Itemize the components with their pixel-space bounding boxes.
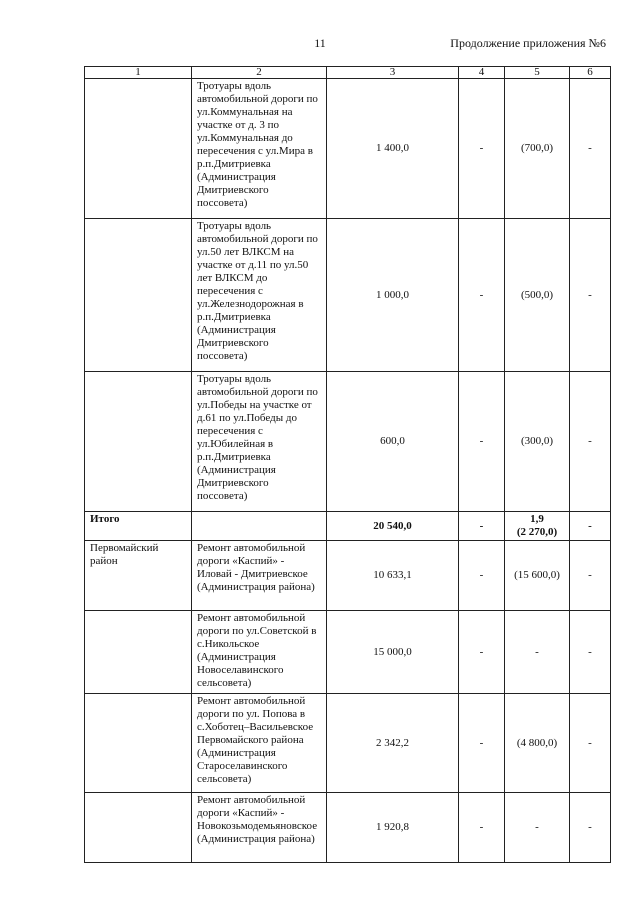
amount-cell: 10 633,1 xyxy=(327,541,459,611)
value-cell: (500,0) xyxy=(505,219,570,372)
value-cell: - xyxy=(505,611,570,694)
budget-table xyxy=(84,66,611,863)
value-cell: - xyxy=(570,694,611,793)
table-row xyxy=(85,541,611,611)
total-value-cell xyxy=(505,512,570,541)
column-header: 6 xyxy=(570,67,611,79)
value-cell: - xyxy=(459,372,505,512)
object-description xyxy=(192,512,327,541)
amount-cell: 1 000,0 xyxy=(327,219,459,372)
value-cell: - xyxy=(570,219,611,372)
value-cell: - xyxy=(570,79,611,219)
amount-cell: 600,0 xyxy=(327,372,459,512)
amount-cell: 15 000,0 xyxy=(327,611,459,694)
district-cell xyxy=(85,79,192,219)
column-number-row xyxy=(85,67,611,79)
table-row xyxy=(85,611,611,694)
total-row xyxy=(85,512,611,541)
district-cell xyxy=(85,694,192,793)
table-row xyxy=(85,79,611,219)
column-header: 5 xyxy=(505,67,570,79)
value-cell: - xyxy=(505,793,570,863)
object-description: Ремонт автомобильной дороги «Каспий» - Иловай - Дмитриевское (Администрация района) xyxy=(192,541,327,611)
column-header: 4 xyxy=(459,67,505,79)
district-cell xyxy=(85,219,192,372)
amount-cell: 2 342,2 xyxy=(327,694,459,793)
total-label: Итого xyxy=(85,512,192,541)
value-cell: - xyxy=(570,541,611,611)
amount-cell: 1 920,8 xyxy=(327,793,459,863)
object-description: Тротуары вдоль автомобильной дороги по ул.Победы на участке от д.61 по ул.Победы до пересечения с ул.Юбилейная в р.п.Дмитриевка (Администрация Дмитриевского поссовета) xyxy=(192,372,327,512)
amount-cell: 1 400,0 xyxy=(327,79,459,219)
value-cell: (300,0) xyxy=(505,372,570,512)
table-row xyxy=(85,219,611,372)
value-cell: - xyxy=(570,793,611,863)
value-cell: - xyxy=(570,372,611,512)
value-cell: - xyxy=(459,512,505,541)
value-cell: (4 800,0) xyxy=(505,694,570,793)
value-cell: - xyxy=(459,611,505,694)
value-cell: - xyxy=(459,79,505,219)
value-cell: - xyxy=(459,694,505,793)
column-header: 2 xyxy=(192,67,327,79)
object-description: Ремонт автомобильной дороги «Каспий» - Новокозьмодемьяновское (Администрация района) xyxy=(192,793,327,863)
column-header: 1 xyxy=(85,67,192,79)
object-description: Ремонт автомобильной дороги по ул.Советской в с.Никольское (Администрация Новоселавинского сельсовета) xyxy=(192,611,327,694)
object-description: Тротуары вдоль автомобильной дороги по ул.50 лет ВЛКСМ на участке от д.11 по ул.50 лет ВЛКСМ до пересечения с ул.Железнодорожная в р.п.Дмитриевка (Администрация Дмитриевского поссовета) xyxy=(192,219,327,372)
object-description: Тротуары вдоль автомобильной дороги по ул.Коммунальная на участке от д. 3 по ул.Коммунальная до пересечения с ул.Мира в р.п.Дмитриевка (Администрация Дмитриевского поссовета) xyxy=(192,79,327,219)
total-share: 1,9 xyxy=(530,513,544,525)
table-row xyxy=(85,793,611,863)
continuation-heading: Продолжение приложения №6 xyxy=(450,36,606,50)
total-amount: 20 540,0 xyxy=(327,512,459,541)
value-cell: - xyxy=(459,541,505,611)
column-header: 3 xyxy=(327,67,459,79)
district-cell xyxy=(85,611,192,694)
total-sum: (2 270,0) xyxy=(516,526,558,538)
table-row xyxy=(85,694,611,793)
district-cell xyxy=(85,793,192,863)
value-cell: - xyxy=(570,512,611,541)
page-number: 11 xyxy=(314,36,326,50)
value-cell: - xyxy=(459,793,505,863)
district-cell: Первомайский район xyxy=(85,541,192,611)
district-cell xyxy=(85,372,192,512)
table-row xyxy=(85,372,611,512)
object-description: Ремонт автомобильной дороги по ул. Попова в с.Хоботец–Васильевское Первомайского района (Администрация Староселавинского сельсовета) xyxy=(192,694,327,793)
value-cell: (700,0) xyxy=(505,79,570,219)
value-cell: - xyxy=(570,611,611,694)
value-cell: (15 600,0) xyxy=(505,541,570,611)
value-cell: - xyxy=(459,219,505,372)
